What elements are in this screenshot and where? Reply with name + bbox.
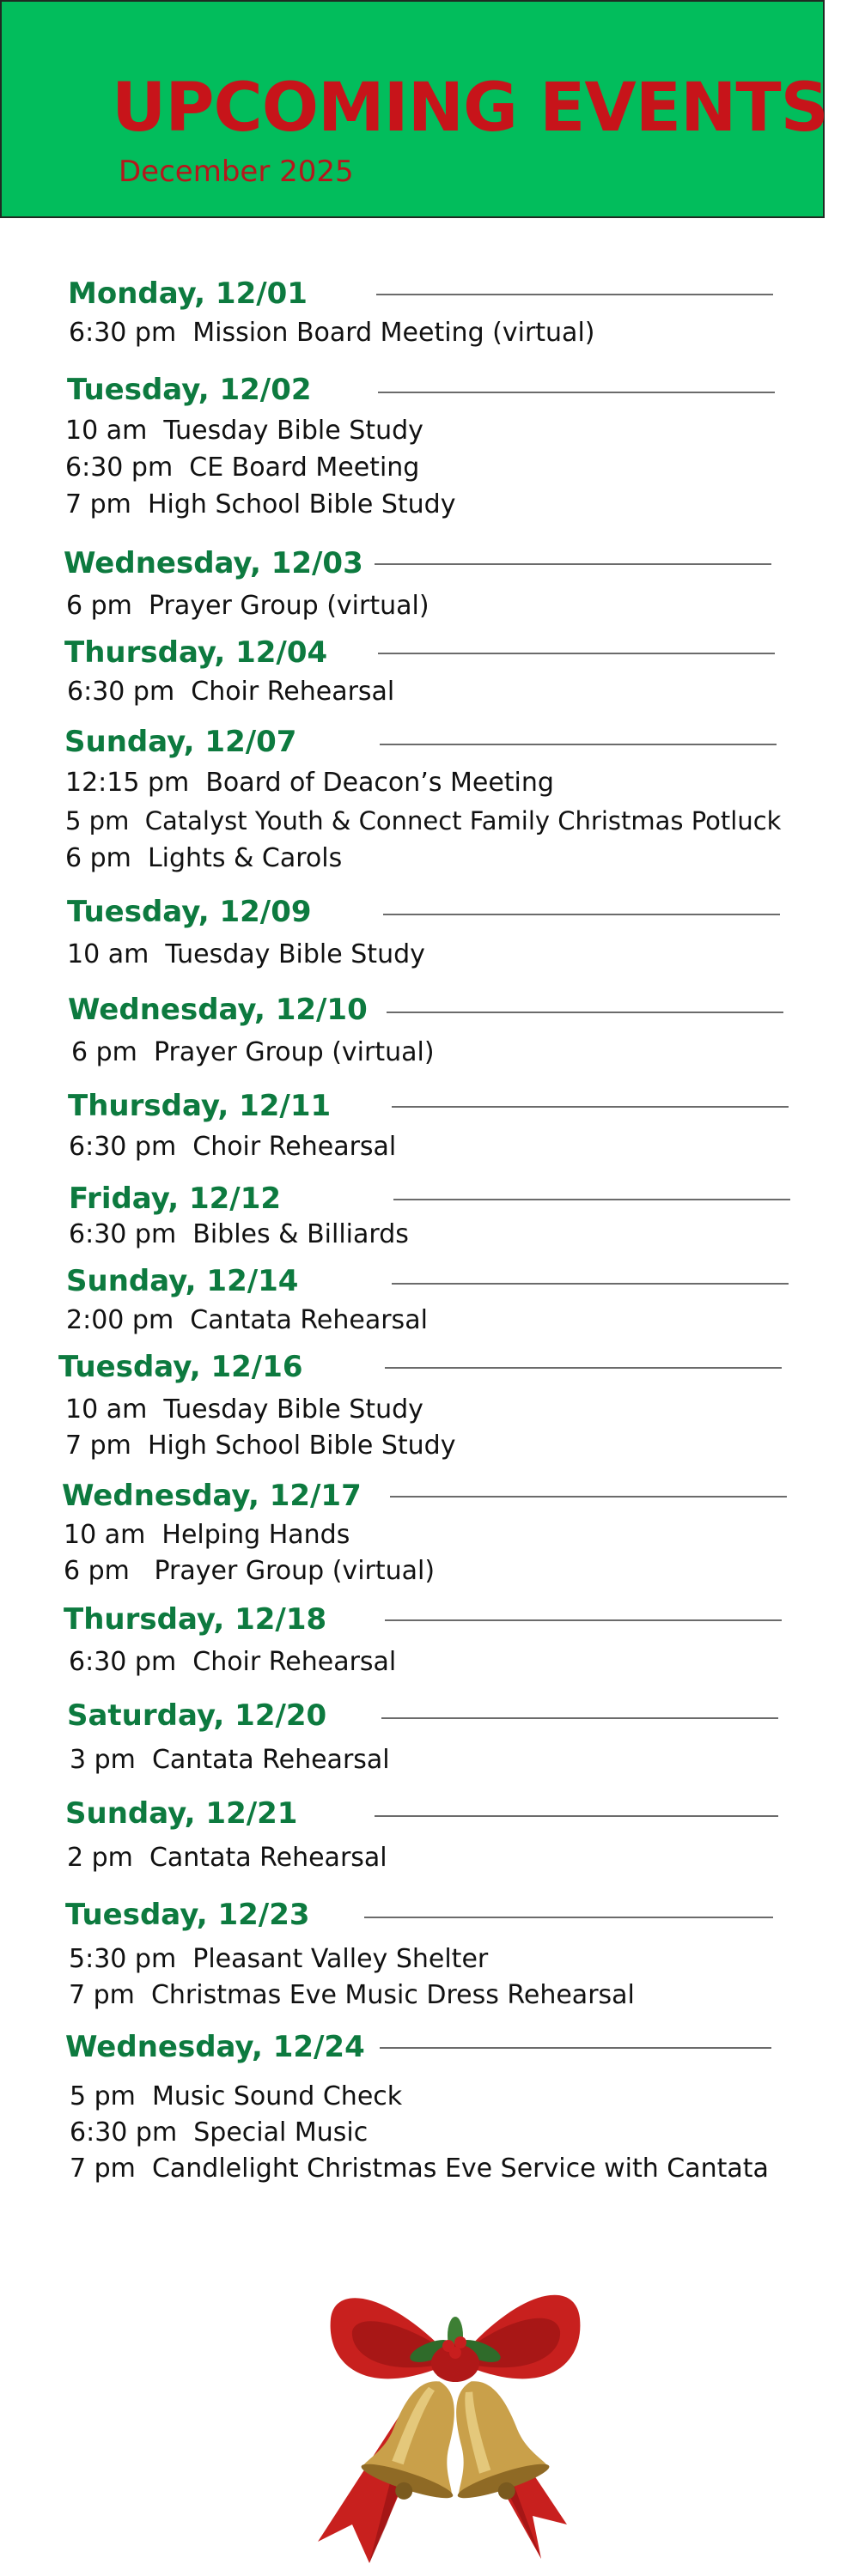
event-item: 7 pm Christmas Eve Music Dress Rehearsal (69, 1980, 635, 2010)
divider-line (380, 744, 777, 745)
divider-line (392, 1106, 789, 1108)
day-title: Tuesday, 12/16 (58, 1350, 303, 1384)
day-title: Wednesday, 12/17 (62, 1479, 362, 1513)
event-item: 6 pm Lights & Carols (65, 843, 343, 873)
divider-line (380, 2047, 771, 2049)
event-item: 6:30 pm Choir Rehearsal (69, 1132, 397, 1162)
event-item: 12:15 pm Board of Deacon’s Meeting (65, 768, 554, 798)
divider-line (364, 1917, 773, 1918)
event-item: 10 am Tuesday Bible Study (65, 416, 423, 446)
day-title: Monday, 12/01 (68, 276, 308, 311)
day-title: Sunday, 12/14 (66, 1264, 299, 1298)
event-item: 6:30 pm Bibles & Billiards (69, 1219, 409, 1249)
divider-line (393, 1199, 790, 1200)
event-item: 2 pm Cantata Rehearsal (67, 1843, 387, 1873)
day-title: Tuesday, 12/09 (67, 895, 312, 929)
event-item: 7 pm High School Bible Study (65, 489, 456, 519)
event-item: 6 pm Prayer Group (virtual) (64, 1556, 436, 1586)
day-title: Tuesday, 12/23 (65, 1898, 310, 1932)
holly-berry (449, 2347, 461, 2359)
event-item: 5 pm Catalyst Youth & Connect Family Christmas Potluck (65, 806, 782, 835)
day-title: Wednesday, 12/03 (64, 546, 363, 580)
divider-line (385, 1367, 782, 1369)
day-title: Wednesday, 12/24 (65, 2030, 365, 2064)
day-title: Tuesday, 12/02 (67, 373, 312, 407)
event-item: 6 pm Prayer Group (virtual) (66, 591, 430, 621)
divider-line (376, 294, 773, 295)
divider-line (375, 563, 771, 565)
event-item: 6 pm Prayer Group (virtual) (71, 1037, 435, 1067)
divider-line (375, 1815, 778, 1817)
holly-berry (454, 2336, 466, 2348)
header-banner (0, 0, 828, 218)
event-item: 7 pm High School Bible Study (65, 1431, 456, 1461)
day-title: Thursday, 12/18 (64, 1602, 327, 1637)
day-title: Thursday, 12/11 (68, 1089, 332, 1123)
event-item: 10 am Helping Hands (64, 1520, 350, 1550)
divider-line (390, 1496, 787, 1498)
divider-line (392, 1283, 789, 1285)
event-item: 3 pm Cantata Rehearsal (70, 1745, 390, 1775)
day-title: Saturday, 12/20 (67, 1698, 327, 1733)
event-item: 5 pm Music Sound Check (70, 2081, 403, 2111)
day-title: Sunday, 12/07 (64, 725, 297, 759)
christmas-bells-bow-icon (283, 2267, 627, 2576)
event-item: 10 am Tuesday Bible Study (65, 1394, 423, 1425)
day-title: Friday, 12/12 (69, 1182, 282, 1216)
event-item: 6:30 pm Special Music (70, 2117, 369, 2148)
divider-line (387, 1012, 783, 1013)
event-item: 5:30 pm Pleasant Valley Shelter (69, 1944, 489, 1974)
day-title: Wednesday, 12/10 (68, 993, 368, 1027)
event-item: 2:00 pm Cantata Rehearsal (66, 1305, 428, 1335)
page-title: UPCOMING EVENTS (112, 70, 828, 147)
divider-line (378, 653, 775, 654)
day-title: Sunday, 12/21 (65, 1796, 298, 1831)
event-item: 6:30 pm Choir Rehearsal (69, 1647, 397, 1677)
divider-line (381, 1717, 778, 1719)
day-title: Thursday, 12/04 (64, 635, 328, 670)
event-item: 6:30 pm CE Board Meeting (65, 453, 420, 483)
event-item: 6:30 pm Mission Board Meeting (virtual) (69, 318, 595, 348)
event-item: 6:30 pm Choir Rehearsal (67, 677, 395, 707)
divider-line (385, 1619, 782, 1621)
divider-line (378, 392, 775, 393)
divider-line (383, 914, 780, 915)
event-item: 7 pm Candlelight Christmas Eve Service with Cantata (70, 2154, 769, 2184)
event-item: 10 am Tuesday Bible Study (67, 939, 425, 969)
page-subtitle: December 2025 (119, 155, 354, 189)
